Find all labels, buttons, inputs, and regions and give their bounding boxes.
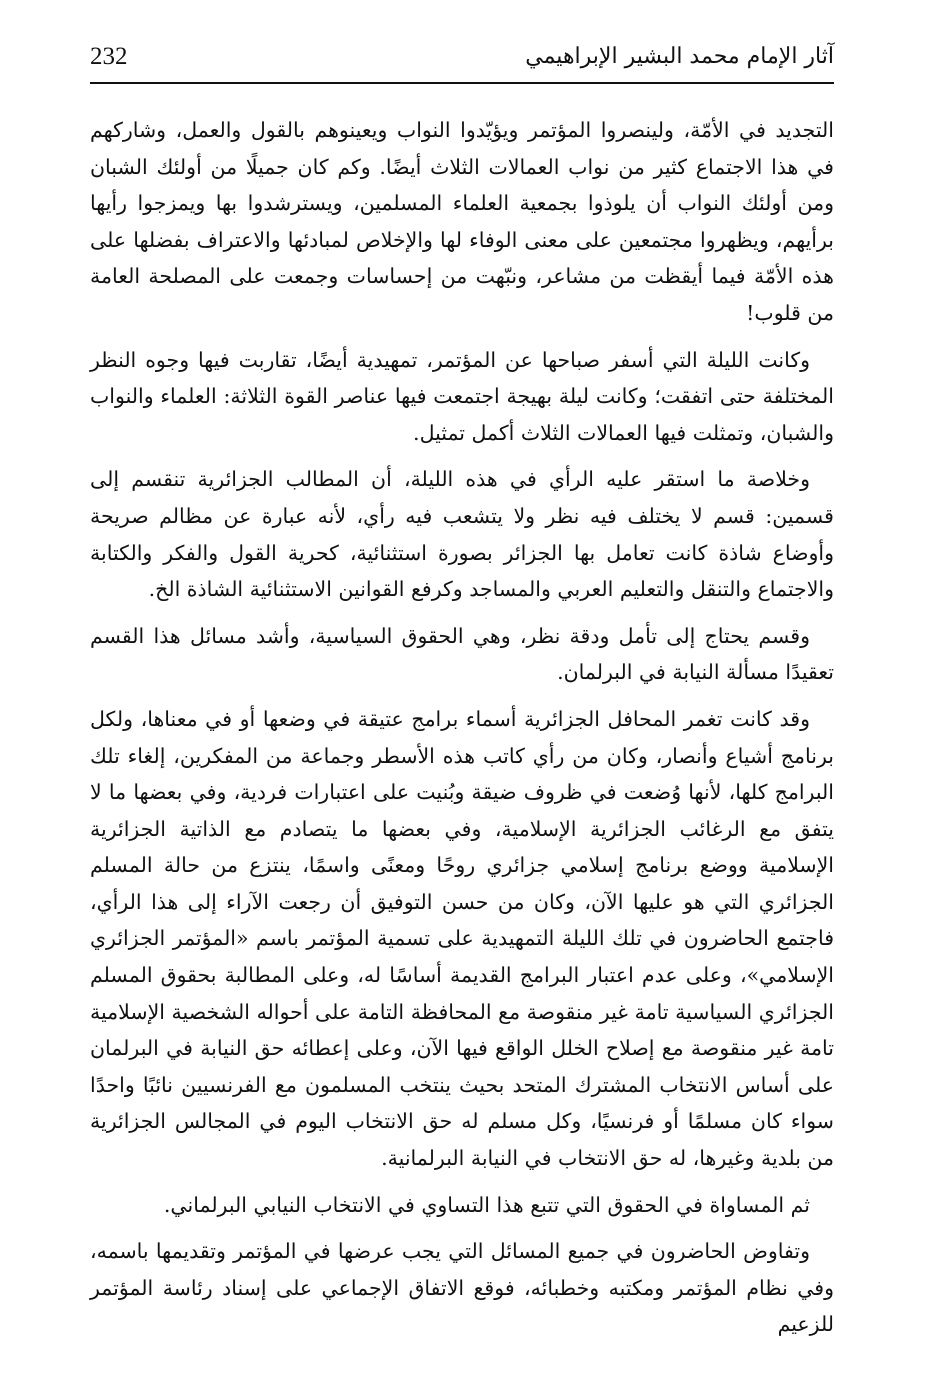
paragraph: وقد كانت تغمر المحافل الجزائرية أسماء برامج عتيقة في وضعها أو في معناها، ولكل برنامج أشياع وأنصار، وكان من رأي كاتب هذه الأسطر وجماعة من المفكرين، إلغاء تلك البرامج كلها، لأنها وُضعت في ظروف ضيقة وبُنيت على اعتبارات فردية، وفي بعضها ما لا يتفق مع الرغائب الجزائرية الإسلامية، وفي بعضها ما يتصادم مع الذاتية الجزائرية الإسلامية ووضع برنامج إسلامي جزائري روحًا ومعنًى واسمًا، ينتزع من حالة المسلم الجزائري التي هو عليها الآن، وكان من حسن التوفيق أن رجعت الآراء إلى هذا الرأي، فاجتمع الحاضرون في تلك الليلة التمهيدية على تسمية المؤتمر باسم «المؤتمر الجزائري الإسلامي»، وعلى عدم اعتبار البرامج القديمة أساسًا له، وعلى المطالبة بحقوق المسلم الجزائري السياسية تامة غير منقوصة مع المحافظة التامة على أحواله الشخصية الإسلامية تامة غير منقوصة مع إصلاح الخلل الواقع فيها الآن، وعلى إعطائه حق النيابة في البرلمان على أساس الانتخاب المشترك المتحد بحيث ينتخب المسلمون مع الفرنسيين نائبًا واحدًا سواء كان مسلمًا أو فرنسيًا، وكل مسلم له حق الانتخاب اليوم في المجالس الجزائرية من بلدية وغيرها، له حق الانتخاب في النيابة البرلمانية. — [90, 706, 834, 1171]
paragraph: وخلاصة ما استقر عليه الرأي في هذه الليلة، أن المطالب الجزائرية تنقسم إلى قسمين: قسم لا يختلف فيه نظر ولا يتشعب فيه رأي، لأنه عبارة عن مظالم صريحة وأوضاع شاذة كانت تعامل بها الجزائر بصورة استثنائية، كحرية القول والفكر والكتابة والاجتماع والتنقل والتعليم العربي والمساجد وكرفع القوانين الاستثنائية الشاذة الخ. — [90, 467, 834, 602]
running-title: آثار الإمام محمد البشير الإبراهيمي — [525, 44, 834, 69]
paragraph: وقسم يحتاج إلى تأمل ودقة نظر، وهي الحقوق السياسية، وأشد مسائل هذا القسم تعقيدًا مسألة النيابة في البرلمان. — [90, 623, 834, 685]
page-header — [90, 38, 834, 78]
paragraph: وتفاوض الحاضرون في جميع المسائل التي يجب عرضها في المؤتمر وتقديمها باسمه، وفي نظام المؤتمر ومكتبه وخطبائه، فوقع الاتفاق الإجماعي على إسناد رئاسة المؤتمر للزعيم — [90, 1239, 834, 1337]
page-number: 232 — [90, 43, 128, 70]
paragraph: وكانت الليلة التي أسفر صباحها عن المؤتمر، تمهيدية أيضًا، تقاربت فيها وجوه النظر المختلفة حتى اتفقت؛ وكانت ليلة بهيجة اجتمعت فيها عناصر القوة الثلاثة: العلماء والنواب والشبان، وتمثلت فيها العمالات الثلاث أكمل تمثيل. — [90, 347, 834, 445]
body-text — [90, 112, 834, 1353]
paragraph: التجديد في الأمّة، ولينصروا المؤتمر ويؤيّدوا النواب ويعينوهم بالقول والعمل، وشاركهم في هذا الاجتماع كثير من نواب العمالات الثلاث أيضًا. وكم كان جميلًا من أولئك الشبان ومن أولئك النواب أن يلوذوا بجمعية العلماء المسلمين، ويسترشدوا بها ويمزجوا رأيها برأيهم، ويظهروا مجتمعين على معنى الوفاء لها والإخلاص لمبادئها والاعتراف بفضلها على هذه الأمّة فيما أيقظت من مشاعر، ونبّهت من إحساسات وجمعت على المصلحة العامة من قلوب! — [90, 118, 835, 325]
paragraph: ثم المساواة في الحقوق التي تتبع هذا التساوي في الانتخاب النيابي البرلماني. — [163, 1192, 810, 1217]
header-rule — [90, 82, 834, 84]
